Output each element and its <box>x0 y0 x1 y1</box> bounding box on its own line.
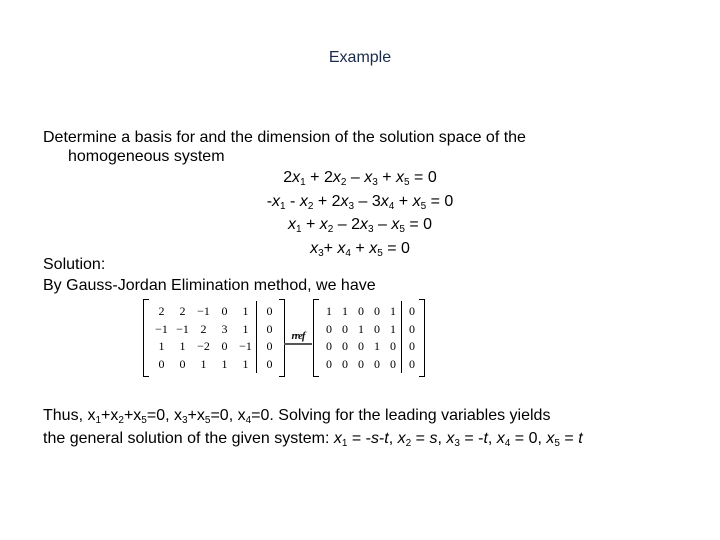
subscript: 5 <box>204 415 211 426</box>
subscript: 3 <box>367 224 374 235</box>
equation-term: + 2 <box>313 192 341 210</box>
equation-term: – <box>346 169 365 186</box>
subscript: 1 <box>295 224 302 235</box>
matrix-cell: 0 <box>266 304 273 318</box>
subscript: 3 <box>318 247 324 259</box>
matrix-cell: 1 <box>242 321 249 336</box>
matrix-row <box>143 303 285 319</box>
problem-statement <box>43 128 683 166</box>
equation-term: x <box>380 192 389 210</box>
matrix-cell: 0 <box>358 356 364 371</box>
equation-term: x <box>369 239 378 257</box>
conclusion <box>43 404 713 450</box>
matrix-cell: 0 <box>179 356 186 371</box>
matrix-cell: 0 <box>326 321 332 336</box>
equation-term: x <box>396 169 405 186</box>
subscript: 3 <box>181 415 188 426</box>
equation-term: + <box>301 216 320 233</box>
matrix-cell: −1 <box>155 321 168 336</box>
matrix-cell: 0 <box>409 321 415 336</box>
subscript: 4 <box>504 438 511 449</box>
matrix-row <box>313 338 425 354</box>
equation-term: + <box>350 239 370 257</box>
math-term: x <box>496 430 505 447</box>
matrix-cell: 1 <box>390 304 396 318</box>
subscript: 4 <box>245 415 252 426</box>
math-term: +x <box>101 407 119 424</box>
equation-term: x <box>332 169 341 186</box>
equation-term: x <box>287 216 296 233</box>
math-term: x <box>397 430 406 447</box>
equation-term: + <box>323 239 338 257</box>
matrix-cell: 0 <box>221 339 228 353</box>
reduced-matrix <box>313 299 423 377</box>
matrix-cell: 0 <box>409 356 415 371</box>
equation-2 <box>0 190 720 214</box>
math-term: x <box>333 430 342 447</box>
equation-term: – <box>373 216 392 233</box>
math-term: x <box>546 430 555 447</box>
equation-term: x <box>340 192 349 210</box>
matrix-cell: 0 <box>326 356 332 371</box>
matrix-cell: 3 <box>221 321 228 336</box>
reduced-equations <box>87 407 269 424</box>
subscript: 2 <box>307 200 314 212</box>
equation-3 <box>0 213 720 237</box>
equation-term: x <box>272 192 281 210</box>
subscript: 3 <box>454 438 460 449</box>
equation-1 <box>0 166 720 190</box>
matrix-cell: 0 <box>342 339 348 353</box>
matrix-cell: 1 <box>200 356 207 371</box>
matrix-cell: 1 <box>242 356 249 371</box>
augmented-matrix <box>143 299 283 377</box>
matrix-row <box>313 321 425 337</box>
equation-term: 2 <box>283 169 293 186</box>
matrix-cell: −1 <box>176 321 189 336</box>
conclusion-line-2 <box>43 427 713 450</box>
equation-term: + 2 <box>305 169 333 186</box>
matrix-cell: 0 <box>326 339 332 353</box>
conclusion-suffix: . Solving for the leading variables yields <box>269 407 551 424</box>
math-term: s <box>370 430 379 447</box>
matrix-cell: 1 <box>179 339 186 353</box>
subscript: 2 <box>340 177 347 188</box>
math-term: =0 <box>251 407 270 424</box>
math-term: , <box>437 430 447 447</box>
subscript: 1 <box>341 438 348 449</box>
equation-term: x <box>391 216 400 233</box>
math-term: = - <box>347 430 371 447</box>
subscript: 2 <box>327 224 334 235</box>
subscript: 4 <box>388 200 395 212</box>
equation-term: - <box>266 192 273 210</box>
math-term: t <box>384 430 389 447</box>
equation-term: x <box>310 239 319 257</box>
math-term: = <box>559 430 579 447</box>
equation-system <box>0 166 720 260</box>
subscript: 5 <box>141 415 147 426</box>
matrix-row <box>143 338 285 354</box>
matrix-cell: 1 <box>342 304 348 318</box>
math-term: s <box>429 430 438 447</box>
conclusion-line-1 <box>43 404 713 427</box>
matrix-cell: 0 <box>266 356 273 371</box>
matrix-cell: 2 <box>158 304 165 318</box>
matrix-cell: −1 <box>197 304 210 318</box>
matrix-cell: 0 <box>374 321 380 336</box>
subscript: 5 <box>377 247 383 259</box>
matrix-cell: 1 <box>358 321 364 336</box>
equation-term: x <box>337 239 346 257</box>
matrix-cell: 0 <box>342 321 348 336</box>
matrix-cell: 0 <box>266 321 273 336</box>
equation-term: - <box>285 192 300 210</box>
general-solution-prefix: the general solution of the given system: <box>43 430 334 447</box>
math-term: , <box>388 430 398 447</box>
matrix-cell: 0 <box>390 339 396 353</box>
matrix-row <box>313 303 425 319</box>
matrix-cell: 0 <box>158 356 165 371</box>
method-text: By Gauss-Jordan Elimination method, we have <box>43 277 376 294</box>
matrix-cell: 2 <box>200 321 207 336</box>
math-term: t <box>578 430 583 447</box>
matrix-cell: 1 <box>326 304 332 318</box>
math-term: t <box>483 430 488 447</box>
equation-term: x <box>299 192 308 210</box>
gauss-jordan-figure <box>143 299 423 377</box>
matrix-row <box>143 321 285 337</box>
equation-term: x <box>359 216 368 233</box>
math-term: , <box>487 430 497 447</box>
equation-term: + <box>394 192 413 210</box>
math-term: - <box>378 430 385 447</box>
math-term: = <box>411 430 430 447</box>
general-solution <box>334 430 583 447</box>
matrix-row <box>313 356 425 372</box>
equation-term: x <box>412 192 421 210</box>
subscript: 1 <box>300 177 306 188</box>
matrix-row <box>143 356 285 372</box>
row-reduction-arrow-icon: rref <box>284 329 312 345</box>
matrix-cell: 0 <box>409 339 415 353</box>
matrix-cell: 1 <box>221 356 228 371</box>
slide-title: Example <box>328 49 392 66</box>
conclusion-prefix: Thus, <box>43 407 88 424</box>
problem-line-2: homogeneous system <box>68 148 225 165</box>
matrix-cell: 1 <box>374 339 380 353</box>
math-term: +x <box>187 407 205 424</box>
equation-term: + <box>377 169 397 186</box>
equation-term: x <box>292 169 301 186</box>
math-term: x <box>87 407 96 424</box>
matrix-cell: 0 <box>358 339 364 353</box>
subscript: 5 <box>399 224 405 235</box>
matrix-cell: 0 <box>358 304 364 318</box>
math-term: = 0, <box>510 430 547 447</box>
solution-label: Solution: <box>43 256 106 273</box>
subscript: 1 <box>280 200 286 212</box>
math-term: +x <box>123 407 142 424</box>
math-term: =0, x <box>146 407 182 424</box>
matrix-cell: 0 <box>266 339 273 353</box>
math-term: =0, x <box>210 407 246 424</box>
subscript: 5 <box>404 177 410 188</box>
subscript: 4 <box>345 247 351 259</box>
subscript: 2 <box>118 415 124 426</box>
matrix-cell: 1 <box>390 321 396 336</box>
equation-term: = 0 <box>404 216 433 233</box>
subscript: 5 <box>420 200 427 212</box>
subscript: 1 <box>95 415 102 426</box>
equation-term: = 0 <box>382 239 410 257</box>
subscript: 2 <box>405 438 412 449</box>
equation-term: = 0 <box>426 192 454 210</box>
problem-line-1: Determine a basis for and the dimension of the solution space of the <box>43 129 526 146</box>
subscript: 5 <box>554 438 560 449</box>
matrix-cell: −1 <box>239 339 252 353</box>
matrix-cell: 0 <box>342 356 348 371</box>
matrix-cell: 1 <box>158 339 165 353</box>
math-term: = - <box>459 430 484 447</box>
math-term: x <box>446 430 455 447</box>
matrix-cell: 0 <box>221 304 228 318</box>
equation-term: = 0 <box>409 169 437 186</box>
equation-term: – 3 <box>354 192 381 210</box>
solution-block <box>43 254 683 296</box>
matrix-cell: 0 <box>390 356 396 371</box>
matrix-cell: 0 <box>374 356 380 371</box>
matrix-cell: 1 <box>242 304 249 318</box>
matrix-cell: 0 <box>374 304 380 318</box>
equation-term: x <box>319 216 328 233</box>
matrix-cell: −2 <box>197 339 210 353</box>
matrix-cell: 0 <box>409 304 415 318</box>
equation-term: x <box>364 169 373 186</box>
subscript: 3 <box>372 177 378 188</box>
subscript: 3 <box>348 200 355 212</box>
matrix-cell: 2 <box>179 304 186 318</box>
equation-term: – 2 <box>333 216 360 233</box>
